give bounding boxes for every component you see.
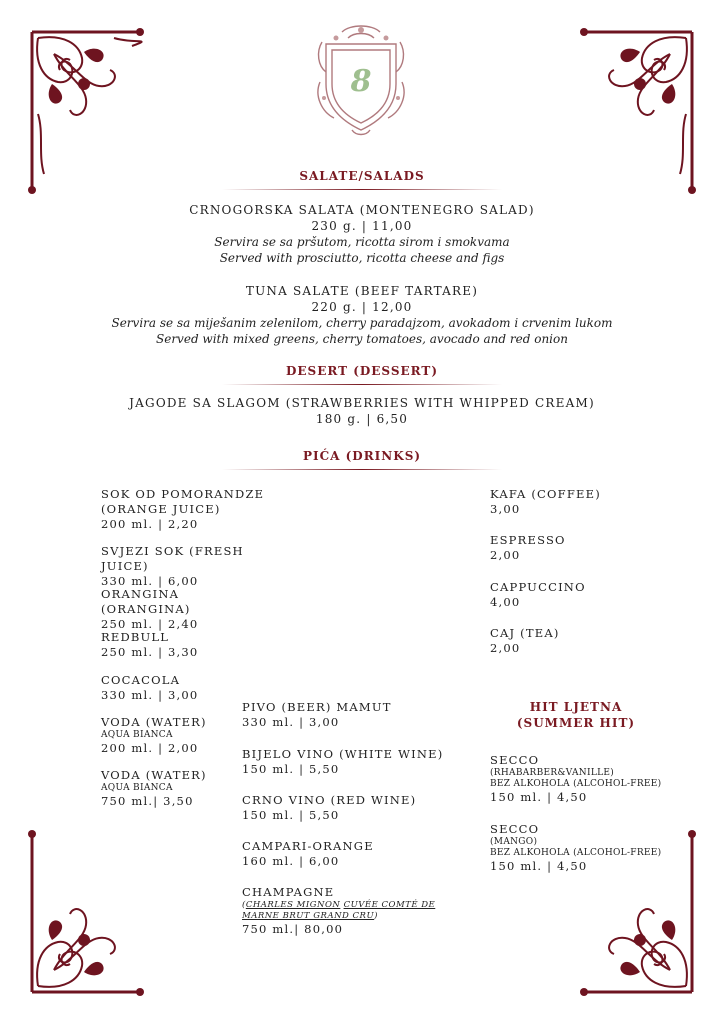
item-price: 150 ml. | 4,50	[490, 790, 588, 804]
section-title-drinks: PIĆA (DRINKS)	[302, 449, 422, 463]
drink-item	[242, 839, 374, 869]
summer-hit-title-line2: (SUMMER HIT)	[516, 716, 636, 730]
item-price: 200 ml. | 2,00	[101, 741, 199, 755]
item-subtitle: AQUA BIANCA	[101, 730, 173, 740]
item-subtitle: (CHARLES MIGNON CUVÉE COMTÉ DE MARNE BRUT GRAND CRU)	[242, 900, 436, 921]
item-name: VODA (WATER)	[101, 715, 207, 729]
divider	[222, 189, 502, 190]
item-price: 250 ml. | 3,30	[101, 645, 199, 659]
drink-item	[490, 580, 586, 610]
item-price: 150 ml. | 5,50	[242, 762, 340, 776]
item-name: ESPRESSO	[490, 533, 566, 547]
champagne-cuvee: CUVÉE COMTÉ DE MARNE BRUT GRAND CRU	[242, 900, 436, 921]
item-name: PIVO (BEER) MAMUT	[242, 700, 392, 714]
menu-item-strawberries	[0, 395, 724, 427]
item-price: 160 ml. | 6,00	[242, 854, 340, 868]
drink-item	[490, 822, 661, 874]
item-name: TUNA SALATE (BEEF TARTARE)	[245, 284, 479, 298]
item-price: 750 ml.| 3,50	[101, 794, 194, 808]
crest-logo	[312, 22, 410, 140]
crest-number: 8	[350, 64, 372, 99]
section-title-summer-hit	[476, 699, 676, 731]
drink-item	[490, 487, 601, 517]
item-subtitle: (MANGO)	[490, 837, 538, 847]
item-price: 250 ml. | 2,40	[101, 617, 199, 631]
item-price: 330 ml. | 3,00	[101, 688, 199, 702]
drink-item	[242, 793, 416, 823]
item-name: CAPPUCCINO	[490, 580, 586, 594]
item-name: REDBULL	[101, 630, 170, 644]
item-price: 2,00	[490, 641, 521, 655]
drink-item	[101, 487, 264, 532]
drink-item	[101, 630, 198, 660]
item-name: VODA (WATER)	[101, 768, 207, 782]
item-price: 750 ml.| 80,00	[242, 922, 344, 936]
item-price: 220 g. | 12,00	[311, 300, 413, 314]
item-name: CAMPARI-ORANGE	[242, 839, 374, 853]
item-name: BIJELO VINO (WHITE WINE)	[242, 747, 444, 761]
item-price: 150 ml. | 4,50	[490, 859, 588, 873]
item-name: CRNOGORSKA SALATA (MONTENEGRO SALAD)	[189, 203, 535, 217]
drink-item	[242, 747, 443, 777]
drink-item	[101, 673, 198, 703]
item-price: 200 ml. | 2,20	[101, 517, 199, 531]
drink-item	[101, 587, 271, 632]
item-name: CRNO VINO (RED WINE)	[242, 793, 417, 807]
drink-item	[101, 715, 207, 756]
item-name: SOK OD POMORANDZE	[101, 487, 265, 501]
drink-item	[101, 768, 207, 809]
item-price: 230 g. | 11,00	[311, 219, 413, 233]
drink-item	[490, 533, 566, 563]
item-name-en: (ORANGE JUICE)	[101, 502, 221, 516]
divider	[222, 469, 502, 470]
drink-item	[490, 753, 661, 805]
item-price: 330 ml. | 6,00	[101, 574, 199, 588]
item-price: 150 ml. | 5,50	[242, 808, 340, 822]
drink-item	[101, 544, 271, 589]
item-description-en: Served with prosciutto, ricotta cheese and figs	[219, 251, 505, 265]
section-title-dessert: DESERT (DESSERT)	[285, 364, 439, 378]
menu-item-tuna-salad	[0, 283, 724, 347]
item-price: 4,00	[490, 595, 521, 609]
item-name: KAFA (COFFEE)	[490, 487, 601, 501]
champagne-producer: CHARLES MIGNON	[245, 900, 341, 910]
drink-item	[242, 700, 392, 730]
item-name: CHAMPAGNE	[242, 885, 335, 899]
item-name: ORANGINA (ORANGINA)	[101, 587, 191, 616]
item-subtitle-2: BEZ ALKOHOLA (ALCOHOL-FREE)	[490, 779, 662, 789]
item-name: CAJ (TEA)	[490, 626, 560, 640]
item-description-me: Servira se sa pršutom, ricotta sirom i smokvama	[214, 235, 510, 249]
divider	[222, 384, 502, 385]
item-name: SVJEZI SOK (FRESH JUICE)	[101, 544, 244, 573]
item-subtitle: AQUA BIANCA	[101, 783, 173, 793]
item-name: SECCO	[490, 753, 540, 767]
item-name: COCACOLA	[101, 673, 181, 687]
drink-item-champagne	[242, 885, 457, 937]
item-price: 3,00	[490, 502, 521, 516]
section-title-salads: SALATE/SALADS	[299, 169, 425, 183]
item-subtitle: (RHABARBER&VANILLE)	[490, 768, 615, 778]
ornament-corner-bottom-left-icon	[24, 830, 144, 1000]
menu-item-montenegro-salad	[0, 202, 724, 266]
item-price: 180 g. | 6,50	[315, 412, 409, 426]
item-description-en: Served with mixed greens, cherry tomatoes, avocado and red onion	[156, 332, 568, 346]
item-name: SECCO	[490, 822, 540, 836]
item-price: 2,00	[490, 548, 521, 562]
summer-hit-title-line1: HIT LJETNA	[529, 700, 623, 714]
drink-item	[490, 626, 560, 656]
item-subtitle-2: BEZ ALKOHOLA (ALCOHOL-FREE)	[490, 848, 662, 858]
item-name: JAGODE SA SLAGOM (STRAWBERRIES WITH WHIPPED CREAM)	[129, 396, 595, 410]
item-description-me: Servira se sa miješanim zelenilom, cherry paradajzom, avokadom i crvenim lukom	[111, 316, 613, 330]
item-price: 330 ml. | 3,00	[242, 715, 340, 729]
